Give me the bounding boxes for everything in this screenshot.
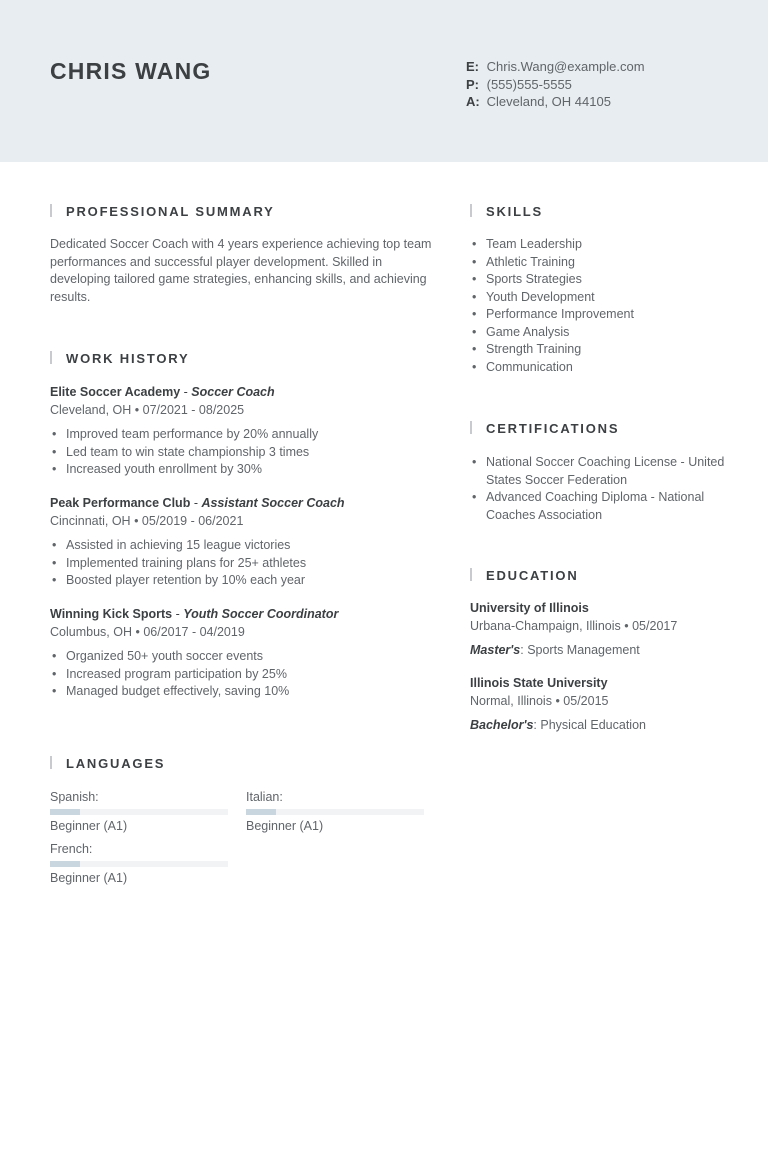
heading-bar bbox=[50, 351, 52, 364]
degree-field: Sports Management bbox=[527, 643, 640, 657]
list-item: • Organized 50+ youth soccer events bbox=[50, 648, 440, 666]
degree: Bachelor's: Physical Education bbox=[470, 718, 646, 732]
languages-heading: LANGUAGES bbox=[50, 756, 165, 771]
list-item: • National Soccer Coaching License - United States Soccer Federation bbox=[470, 454, 730, 489]
certifications-heading: CERTIFICATIONS bbox=[470, 421, 619, 436]
list-item: • Youth Development bbox=[470, 289, 730, 307]
contact-email bbox=[466, 59, 645, 77]
language-item bbox=[50, 789, 228, 834]
job-company: Winning Kick Sports bbox=[50, 607, 173, 621]
education-entry bbox=[470, 675, 750, 734]
graduation-date: 05/2017 bbox=[632, 619, 678, 633]
education-heading: EDUCATION bbox=[470, 568, 579, 583]
job-company: Elite Soccer Academy bbox=[50, 385, 181, 399]
school-name: Illinois State University bbox=[470, 676, 608, 690]
job-entry bbox=[50, 495, 440, 590]
list-item: • Improved team performance by 20% annually bbox=[50, 426, 440, 444]
list-item: • Boosted player retention by 10% each year bbox=[50, 572, 440, 590]
list-item: • Led team to win state championship 3 times bbox=[50, 444, 440, 462]
heading-bar bbox=[470, 568, 472, 581]
list-item: • Advanced Coaching Diploma - National Coaches Association bbox=[470, 489, 730, 524]
language-proficiency-bar bbox=[50, 809, 228, 815]
job-dates: 07/2021 - 08/2025 bbox=[142, 403, 245, 417]
resume-header bbox=[0, 0, 768, 162]
job-meta: Columbus, OH • 06/2017 - 04/2019 bbox=[50, 625, 245, 639]
school-meta: Urbana-Champaign, Illinois • 05/2017 bbox=[470, 619, 678, 633]
job-company: Peak Performance Club bbox=[50, 496, 191, 510]
degree-type: Master's bbox=[470, 643, 521, 657]
degree: Master's: Sports Management bbox=[470, 643, 640, 657]
contact-address bbox=[466, 94, 645, 112]
contact-info bbox=[466, 59, 645, 112]
job-bullets bbox=[50, 537, 440, 590]
list-item: • Athletic Training bbox=[470, 254, 730, 272]
job-role: Soccer Coach bbox=[191, 385, 275, 399]
contact-phone bbox=[466, 77, 645, 95]
language-proficiency-fill bbox=[246, 809, 276, 815]
job-entry bbox=[50, 606, 440, 701]
language-proficiency-fill bbox=[50, 861, 80, 867]
phone-label: P: bbox=[466, 76, 479, 92]
work-history-heading: WORK HISTORY bbox=[50, 351, 189, 366]
list-item: • Sports Strategies bbox=[470, 271, 730, 289]
address-label: A: bbox=[466, 94, 480, 109]
language-name: Italian: bbox=[246, 790, 283, 804]
summary-text: Dedicated Soccer Coach with 4 years experience achieving top team performances and successful player development. Skilled in developing tailored game strategies, enhancing skills, and achieving results. bbox=[50, 237, 432, 304]
job-role: Youth Soccer Coordinator bbox=[183, 607, 339, 621]
address-value: Cleveland, OH 44105 bbox=[486, 94, 611, 109]
job-location: Columbus, OH bbox=[50, 625, 132, 639]
certifications-list bbox=[470, 454, 730, 524]
email-label: E: bbox=[466, 59, 479, 74]
language-name: Spanish: bbox=[50, 790, 99, 804]
language-name: French: bbox=[50, 842, 93, 856]
list-item: • Performance Improvement bbox=[470, 306, 730, 324]
phone-value[interactable]: (555)555-5555 bbox=[486, 76, 572, 92]
job-title-line: Elite Soccer Academy - Soccer Coach bbox=[50, 385, 275, 399]
heading-bar bbox=[50, 756, 52, 769]
job-bullets bbox=[50, 648, 440, 701]
language-proficiency-bar bbox=[50, 861, 228, 867]
heading-bar bbox=[50, 204, 52, 217]
language-level: Beginner (A1) bbox=[50, 819, 128, 833]
job-dates: 06/2017 - 04/2019 bbox=[143, 625, 245, 639]
language-proficiency-fill bbox=[50, 809, 80, 815]
language-item bbox=[246, 789, 424, 834]
heading-bar bbox=[470, 421, 472, 434]
list-item: • Increased youth enrollment by 30% bbox=[50, 461, 440, 479]
list-item: • Implemented training plans for 25+ athletes bbox=[50, 555, 440, 573]
email-value[interactable]: Chris.Wang@example.com bbox=[486, 59, 645, 74]
language-proficiency-bar bbox=[246, 809, 424, 815]
list-item: • Team Leadership bbox=[470, 236, 730, 254]
summary-heading: PROFESSIONAL SUMMARY bbox=[50, 204, 275, 219]
job-role: Assistant Soccer Coach bbox=[201, 496, 345, 510]
job-location: Cincinnati, OH bbox=[50, 514, 131, 528]
job-title-line: Peak Performance Club - Assistant Soccer Coach bbox=[50, 496, 345, 510]
school-location: Normal, Illinois bbox=[470, 694, 552, 708]
job-meta: Cleveland, OH • 07/2021 - 08/2025 bbox=[50, 403, 245, 417]
skills-heading: SKILLS bbox=[470, 204, 543, 219]
job-dates: 05/2019 - 06/2021 bbox=[141, 514, 244, 528]
graduation-date: 05/2015 bbox=[563, 694, 609, 708]
school-name: University of Illinois bbox=[470, 601, 589, 615]
list-item: • Strength Training bbox=[470, 341, 730, 359]
degree-type: Bachelor's bbox=[470, 718, 534, 732]
job-meta: Cincinnati, OH • 05/2019 - 06/2021 bbox=[50, 514, 244, 528]
candidate-name: CHRIS WANG bbox=[50, 58, 212, 84]
language-item bbox=[50, 841, 228, 886]
list-item: • Game Analysis bbox=[470, 324, 730, 342]
school-location: Urbana-Champaign, Illinois bbox=[470, 619, 621, 633]
education-entry bbox=[470, 600, 750, 659]
list-item: • Communication bbox=[470, 359, 730, 377]
list-item: • Increased program participation by 25% bbox=[50, 666, 440, 684]
school-meta: Normal, Illinois • 05/2015 bbox=[470, 694, 609, 708]
skills-list bbox=[470, 236, 730, 376]
job-entry bbox=[50, 384, 440, 479]
job-location: Cleveland, OH bbox=[50, 403, 132, 417]
list-item: • Assisted in achieving 15 league victories bbox=[50, 537, 440, 555]
heading-bar bbox=[470, 204, 472, 217]
job-bullets bbox=[50, 426, 440, 479]
degree-field: Physical Education bbox=[540, 718, 646, 732]
language-level: Beginner (A1) bbox=[246, 819, 324, 833]
list-item: • Managed budget effectively, saving 10% bbox=[50, 683, 440, 701]
job-title-line: Winning Kick Sports - Youth Soccer Coordinator bbox=[50, 607, 339, 621]
language-level: Beginner (A1) bbox=[50, 871, 128, 885]
